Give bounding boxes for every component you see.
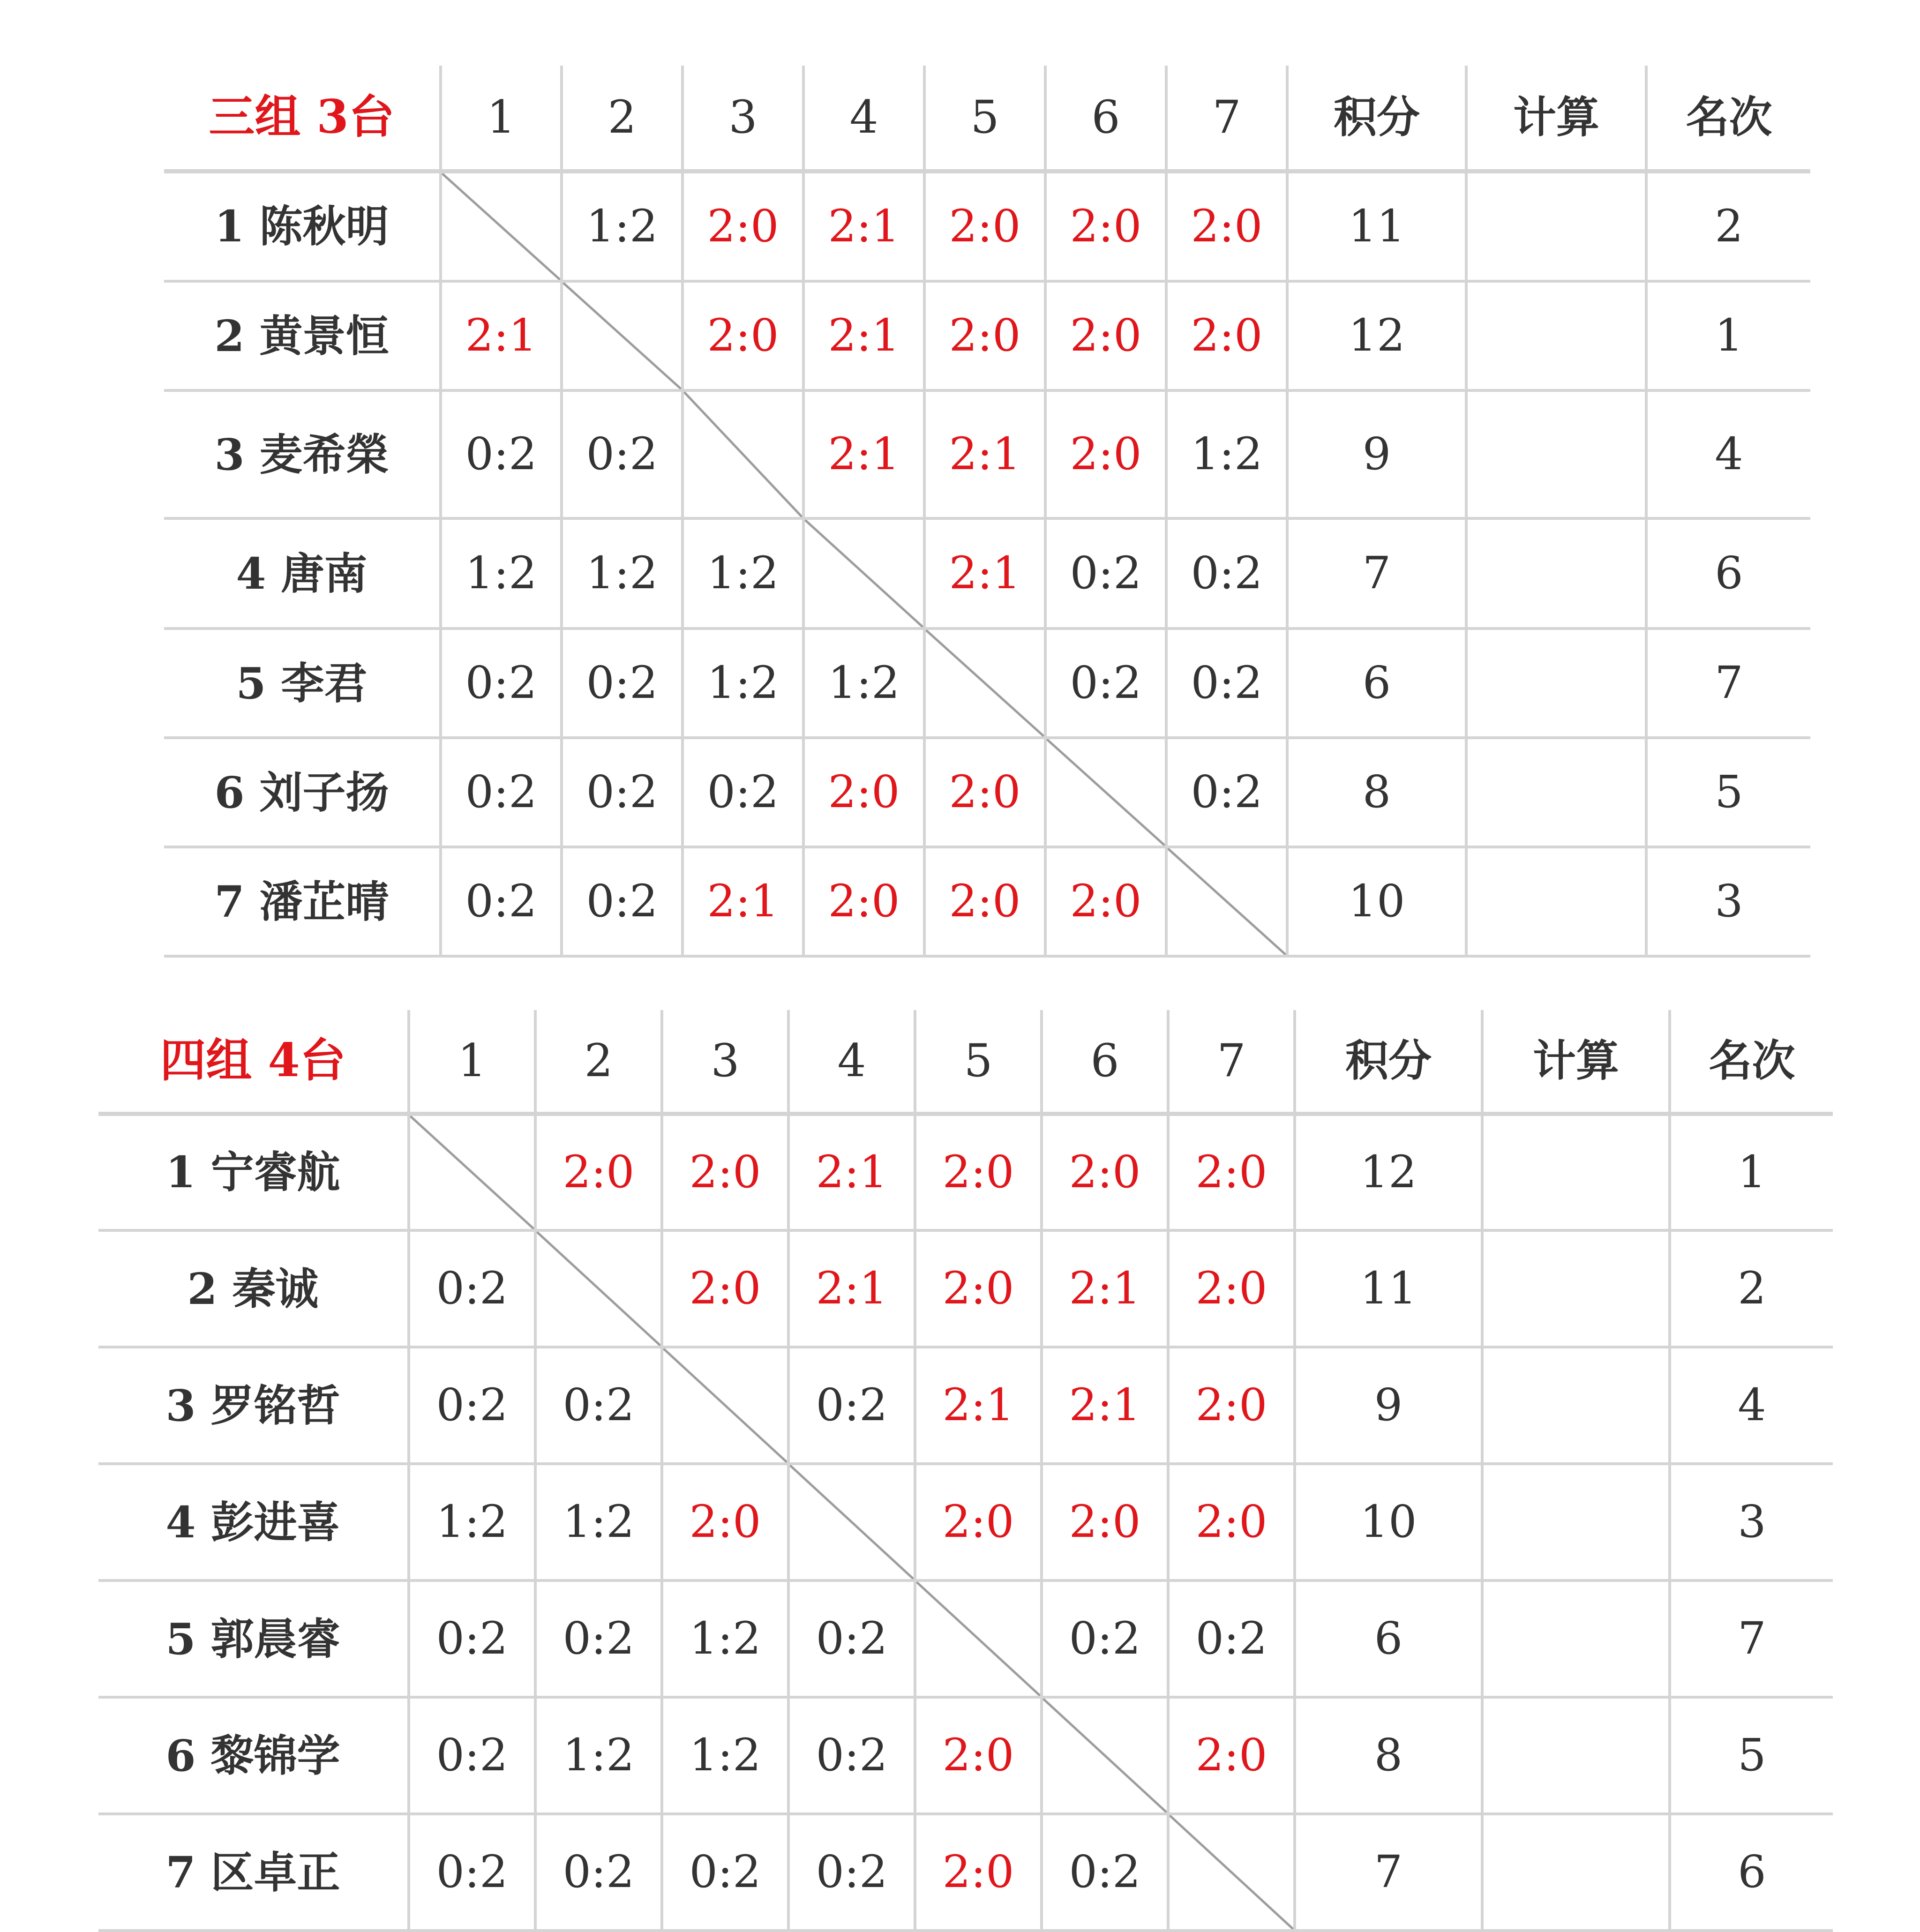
column-header: 名次 (1670, 1010, 1833, 1114)
result-cell: 1:2 (535, 1464, 662, 1580)
result-cell: 0:2 (1168, 1580, 1295, 1697)
result-cell: 0:2 (788, 1814, 915, 1931)
diagonal-cell (682, 390, 803, 518)
table-row (98, 1347, 1833, 1464)
group-3-table (164, 66, 1810, 958)
column-header: 4 (803, 66, 924, 171)
result-cell: 2:0 (682, 171, 803, 281)
result-cell: 1:2 (1166, 390, 1287, 518)
diagonal-cell (924, 629, 1045, 738)
table-row (164, 738, 1810, 847)
table-row (98, 1464, 1833, 1580)
result-cell: 0:2 (441, 390, 562, 518)
result-cell: 2:0 (924, 847, 1045, 956)
points-cell: 12 (1295, 1114, 1482, 1230)
result-cell: 2:1 (788, 1114, 915, 1230)
result-cell: 2:1 (788, 1230, 915, 1347)
table-row (164, 629, 1810, 738)
player-name: 2 黄景恒 (164, 281, 441, 390)
calc-cell (1482, 1697, 1670, 1814)
table-row (164, 281, 1810, 390)
table-row (98, 1697, 1833, 1814)
result-cell: 2:0 (915, 1464, 1042, 1580)
result-cell: 2:0 (924, 738, 1045, 847)
rank-cell: 6 (1670, 1814, 1833, 1931)
result-cell: 1:2 (562, 518, 682, 629)
result-cell: 0:2 (1166, 518, 1287, 629)
points-cell: 10 (1295, 1464, 1482, 1580)
result-cell: 2:0 (1045, 281, 1166, 390)
result-cell: 0:2 (1042, 1580, 1168, 1697)
diagonal-cell (1168, 1814, 1295, 1931)
result-cell: 2:0 (1168, 1697, 1295, 1814)
rank-cell: 7 (1646, 629, 1810, 738)
result-cell: 2:0 (1042, 1114, 1168, 1230)
table-title: 四组 4台 (98, 1010, 409, 1114)
calc-cell (1466, 629, 1646, 738)
column-header: 1 (441, 66, 562, 171)
column-header: 名次 (1646, 66, 1810, 171)
rank-cell: 5 (1670, 1697, 1833, 1814)
diagonal-cell (662, 1347, 788, 1464)
player-name: 3 罗铭哲 (98, 1347, 409, 1464)
result-cell: 2:1 (1042, 1347, 1168, 1464)
player-name: 5 李君 (164, 629, 441, 738)
calc-cell (1466, 847, 1646, 956)
result-cell: 0:2 (562, 629, 682, 738)
result-cell: 0:2 (562, 390, 682, 518)
result-cell: 2:0 (1045, 390, 1166, 518)
result-cell: 0:2 (788, 1347, 915, 1464)
calc-cell (1466, 281, 1646, 390)
diagonal-cell (915, 1580, 1042, 1697)
player-name: 5 郭晨睿 (98, 1580, 409, 1697)
result-cell: 1:2 (662, 1580, 788, 1697)
table-row (98, 1580, 1833, 1697)
calc-cell (1466, 738, 1646, 847)
result-cell: 1:2 (803, 629, 924, 738)
column-header: 5 (915, 1010, 1042, 1114)
diagonal-cell (535, 1230, 662, 1347)
points-cell: 11 (1295, 1230, 1482, 1347)
points-cell: 7 (1287, 518, 1466, 629)
result-cell: 2:1 (924, 390, 1045, 518)
table-row (164, 390, 1810, 518)
calc-cell (1466, 518, 1646, 629)
points-cell: 8 (1295, 1697, 1482, 1814)
result-cell: 0:2 (1045, 629, 1166, 738)
diagonal-cell (409, 1114, 535, 1230)
group-3-table-region (164, 66, 1805, 927)
result-cell: 0:2 (409, 1580, 535, 1697)
points-cell: 11 (1287, 171, 1466, 281)
diagonal-cell (562, 281, 682, 390)
result-cell: 2:1 (924, 518, 1045, 629)
result-cell: 0:2 (1166, 629, 1287, 738)
result-cell: 2:0 (662, 1230, 788, 1347)
points-cell: 8 (1287, 738, 1466, 847)
result-cell: 2:0 (662, 1464, 788, 1580)
result-cell: 1:2 (662, 1697, 788, 1814)
result-cell: 2:0 (1042, 1464, 1168, 1580)
result-cell: 2:0 (1166, 171, 1287, 281)
result-cell: 0:2 (535, 1580, 662, 1697)
calc-cell (1466, 390, 1646, 518)
column-header: 7 (1166, 66, 1287, 171)
result-cell: 0:2 (788, 1697, 915, 1814)
result-cell: 2:1 (803, 281, 924, 390)
result-cell: 1:2 (441, 518, 562, 629)
points-cell: 6 (1295, 1580, 1482, 1697)
column-header: 6 (1045, 66, 1166, 171)
result-cell: 0:2 (441, 629, 562, 738)
player-name: 7 潘芷晴 (164, 847, 441, 956)
result-cell: 2:0 (1168, 1230, 1295, 1347)
result-cell: 2:0 (915, 1230, 1042, 1347)
header-row (164, 66, 1810, 171)
result-cell: 2:0 (924, 171, 1045, 281)
column-header: 3 (682, 66, 803, 171)
result-cell: 2:0 (682, 281, 803, 390)
player-name: 1 陈秋明 (164, 171, 441, 281)
result-cell: 2:0 (535, 1114, 662, 1230)
result-cell: 2:0 (915, 1814, 1042, 1931)
table-title: 三组 3台 (164, 66, 441, 171)
result-cell: 0:2 (409, 1347, 535, 1464)
table-row (164, 847, 1810, 956)
player-name: 6 黎锦学 (98, 1697, 409, 1814)
column-header: 2 (535, 1010, 662, 1114)
calc-cell (1466, 171, 1646, 281)
rank-cell: 4 (1646, 390, 1810, 518)
table-row (164, 171, 1810, 281)
calc-cell (1482, 1814, 1670, 1931)
rank-cell: 4 (1670, 1347, 1833, 1464)
result-cell: 0:2 (409, 1814, 535, 1931)
column-header: 计算 (1466, 66, 1646, 171)
result-cell: 2:0 (1166, 281, 1287, 390)
result-cell: 2:0 (915, 1697, 1042, 1814)
column-header: 6 (1042, 1010, 1168, 1114)
player-name: 1 宁睿航 (98, 1114, 409, 1230)
calc-cell (1482, 1464, 1670, 1580)
result-cell: 2:0 (803, 847, 924, 956)
player-name: 3 麦希榮 (164, 390, 441, 518)
result-cell: 2:1 (915, 1347, 1042, 1464)
player-name: 6 刘子扬 (164, 738, 441, 847)
result-cell: 2:0 (1168, 1114, 1295, 1230)
calc-cell (1482, 1114, 1670, 1230)
column-header: 5 (924, 66, 1045, 171)
table-row (98, 1230, 1833, 1347)
points-cell: 9 (1295, 1347, 1482, 1464)
result-cell: 0:2 (662, 1814, 788, 1931)
points-cell: 12 (1287, 281, 1466, 390)
points-cell: 10 (1287, 847, 1466, 956)
column-header: 1 (409, 1010, 535, 1114)
diagonal-cell (441, 171, 562, 281)
result-cell: 2:1 (803, 171, 924, 281)
calc-cell (1482, 1230, 1670, 1347)
diagonal-cell (1042, 1697, 1168, 1814)
column-header: 3 (662, 1010, 788, 1114)
column-header: 4 (788, 1010, 915, 1114)
result-cell: 0:2 (1042, 1814, 1168, 1931)
result-cell: 0:2 (535, 1814, 662, 1931)
rank-cell: 5 (1646, 738, 1810, 847)
result-cell: 2:0 (1168, 1347, 1295, 1464)
result-cell: 2:1 (803, 390, 924, 518)
result-cell: 2:0 (1045, 847, 1166, 956)
rank-cell: 7 (1670, 1580, 1833, 1697)
calc-cell (1482, 1347, 1670, 1464)
result-cell: 2:1 (441, 281, 562, 390)
header-row (98, 1010, 1833, 1114)
column-header: 2 (562, 66, 682, 171)
result-cell: 2:0 (915, 1114, 1042, 1230)
calc-cell (1482, 1580, 1670, 1697)
column-header: 计算 (1482, 1010, 1670, 1114)
points-cell: 6 (1287, 629, 1466, 738)
table-row (164, 518, 1810, 629)
result-cell: 1:2 (682, 518, 803, 629)
player-name: 4 彭进喜 (98, 1464, 409, 1580)
result-cell: 0:2 (441, 738, 562, 847)
result-cell: 1:2 (535, 1697, 662, 1814)
rank-cell: 1 (1670, 1114, 1833, 1230)
rank-cell: 6 (1646, 518, 1810, 629)
table-row (98, 1814, 1833, 1931)
player-name: 2 秦诚 (98, 1230, 409, 1347)
points-cell: 7 (1295, 1814, 1482, 1931)
rank-cell: 2 (1670, 1230, 1833, 1347)
rank-cell: 3 (1646, 847, 1810, 956)
diagonal-cell (788, 1464, 915, 1580)
result-cell: 0:2 (682, 738, 803, 847)
result-cell: 2:0 (662, 1114, 788, 1230)
result-cell: 0:2 (562, 847, 682, 956)
result-cell: 0:2 (1166, 738, 1287, 847)
rank-cell: 1 (1646, 281, 1810, 390)
rank-cell: 2 (1646, 171, 1810, 281)
diagonal-cell (803, 518, 924, 629)
result-cell: 1:2 (562, 171, 682, 281)
column-header: 积分 (1287, 66, 1466, 171)
result-cell: 0:2 (788, 1580, 915, 1697)
column-header: 积分 (1295, 1010, 1482, 1114)
result-cell: 2:0 (924, 281, 1045, 390)
table-row (98, 1114, 1833, 1230)
result-cell: 0:2 (535, 1347, 662, 1464)
rank-cell: 3 (1670, 1464, 1833, 1580)
result-cell: 2:1 (682, 847, 803, 956)
result-cell: 0:2 (409, 1230, 535, 1347)
result-cell: 2:0 (1168, 1464, 1295, 1580)
result-cell: 0:2 (1045, 518, 1166, 629)
result-cell: 1:2 (682, 629, 803, 738)
group-4-table (98, 1010, 1833, 1932)
result-cell: 0:2 (441, 847, 562, 956)
column-header: 7 (1168, 1010, 1295, 1114)
result-cell: 1:2 (409, 1464, 535, 1580)
result-cell: 0:2 (409, 1697, 535, 1814)
result-cell: 0:2 (562, 738, 682, 847)
group-4-table-region (98, 1010, 1833, 1898)
result-cell: 2:0 (803, 738, 924, 847)
diagonal-cell (1045, 738, 1166, 847)
diagonal-cell (1166, 847, 1287, 956)
points-cell: 9 (1287, 390, 1466, 518)
player-name: 4 唐南 (164, 518, 441, 629)
result-cell: 2:1 (1042, 1230, 1168, 1347)
player-name: 7 区卓正 (98, 1814, 409, 1931)
result-cell: 2:0 (1045, 171, 1166, 281)
